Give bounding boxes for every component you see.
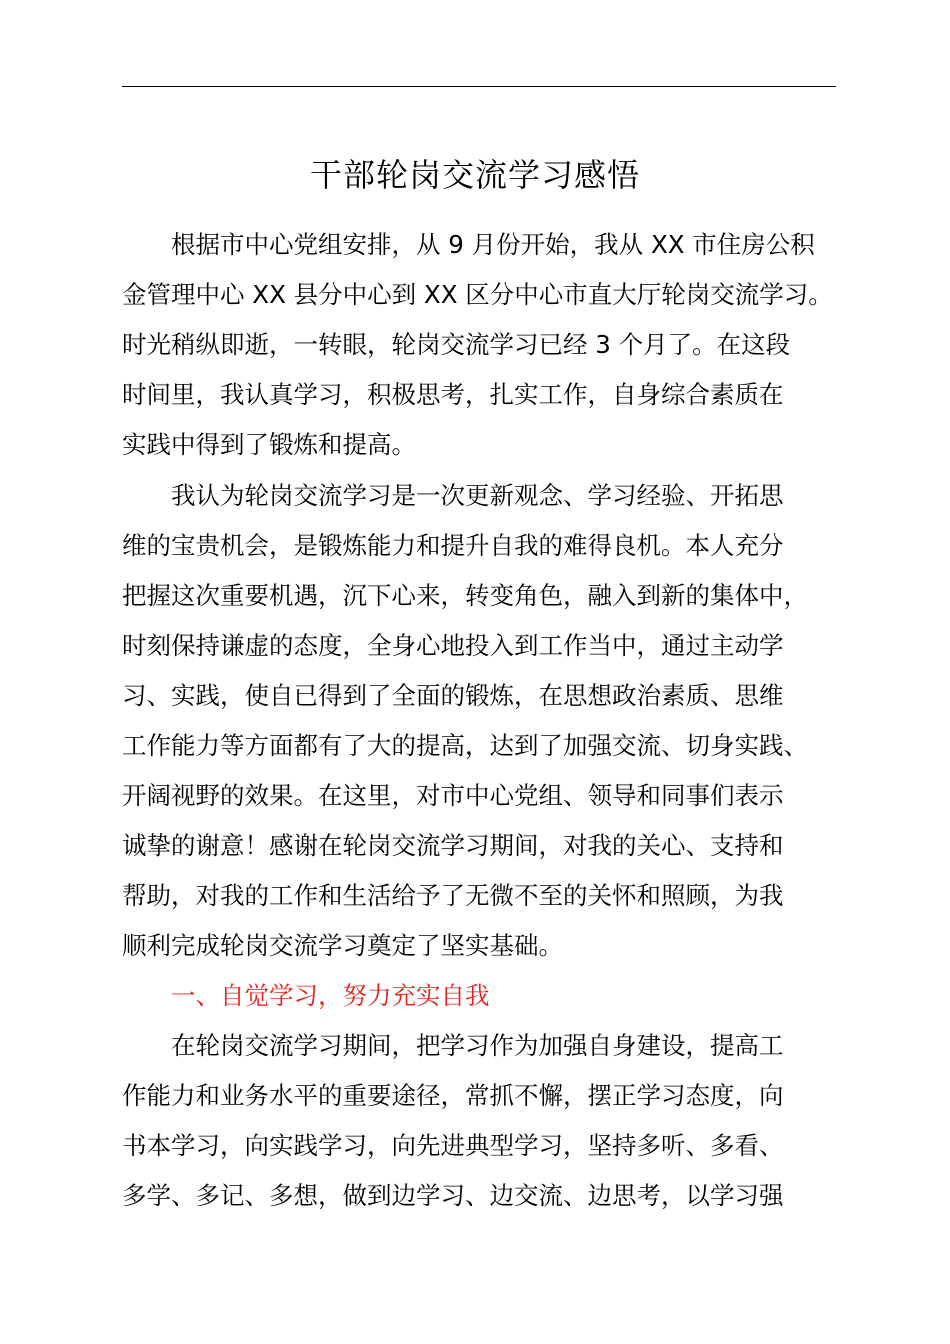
body-line: 维的宝贵机会，是锻炼能力和提升自我的难得良机。本人充分 — [122, 531, 784, 560]
section-heading: 一、自觉学习，努力充实自我 — [122, 981, 490, 1010]
body-line: 金管理中心 XX 县分中心到 XX 区分中心市直大厅轮岗交流学习。 — [122, 280, 833, 309]
body-line: 时刻保持谦虚的态度，全身心地投入到工作当中，通过主动学 — [122, 631, 784, 660]
body-line: 书本学习，向实践学习，向先进典型学习，坚持多听、多看、 — [122, 1131, 784, 1160]
body-line: 时间里，我认真学习，积极思考，扎实工作，自身综合素质在 — [122, 380, 784, 409]
body-line: 多学、多记、多想，做到边学习、边交流、边思考，以学习强 — [122, 1181, 784, 1210]
body-line: 习、实践，使自已得到了全面的锻炼，在思想政治素质、思维 — [122, 681, 784, 710]
body-line: 在轮岗交流学习期间，把学习作为加强自身建设，提高工 — [122, 1031, 784, 1060]
body-line: 帮助，对我的工作和生活给予了无微不至的关怀和照顾，为我 — [122, 881, 784, 910]
body-line: 我认为轮岗交流学习是一次更新观念、学习经验、开拓思 — [122, 481, 784, 510]
body-line: 把握这次重要机遇，沉下心来，转变角色，融入到新的集体中， — [122, 581, 808, 610]
document-title: 干部轮岗交流学习感悟 — [309, 156, 640, 194]
body-line: 作能力和业务水平的重要途径，常抓不懈，摆正学习态度，向 — [122, 1081, 784, 1110]
body-line: 时光稍纵即逝，一转眼，轮岗交流学习已经 3 个月了。在这段 — [122, 330, 791, 359]
body-line: 根据市中心党组安排，从 9 月份开始，我从 XX 市住房公积 — [122, 230, 815, 259]
header-rule — [122, 86, 836, 87]
body-line: 实践中得到了锻炼和提高。 — [122, 430, 416, 459]
body-line: 工作能力等方面都有了大的提高，达到了加强交流、切身实践、 — [122, 731, 808, 760]
body-line: 诚挚的谢意！感谢在轮岗交流学习期间，对我的关心、支持和 — [122, 831, 784, 860]
body-line: 开阔视野的效果。在这里，对市中心党组、领导和同事们表示 — [122, 781, 784, 810]
body-line: 顺利完成轮岗交流学习奠定了坚实基础。 — [122, 931, 563, 960]
